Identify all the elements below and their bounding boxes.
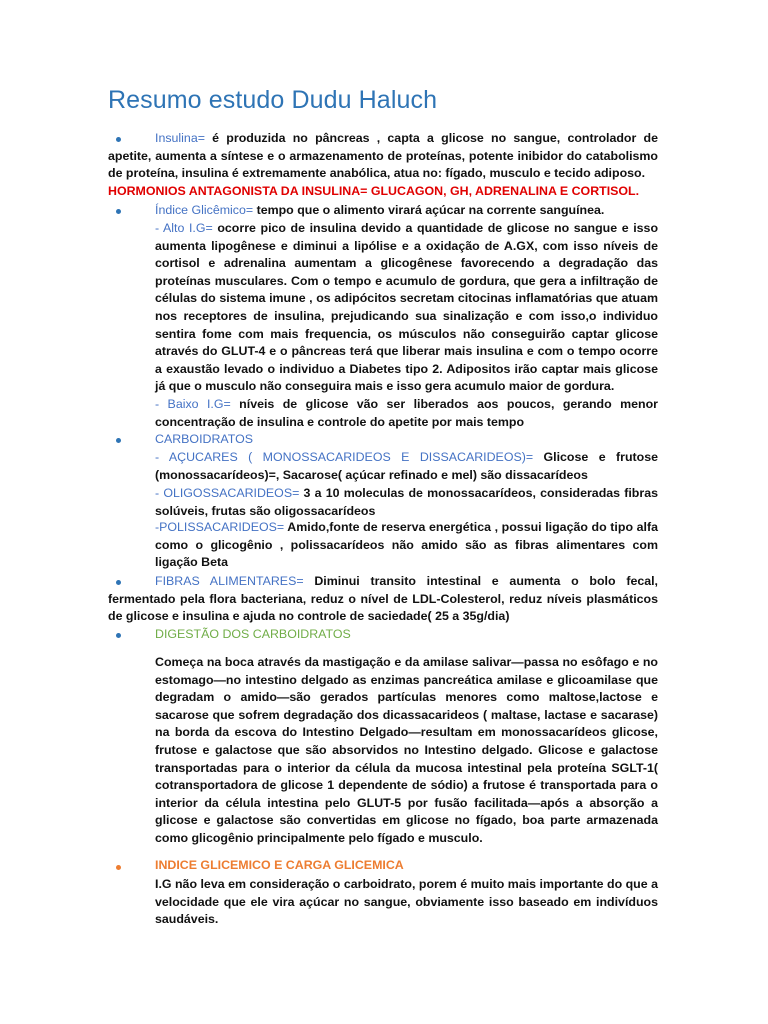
insulina-label: Insulina= [155, 131, 205, 145]
fibras-label: FIBRAS ALIMENTARES= [155, 574, 304, 588]
oligo-text: 3 a 10 moleculas de monossacarídeos, consideradas fibras solúveis, frutas são oligossacarídeos [155, 486, 658, 518]
ig-alto-text: ocorre pico de insulina devido a quantidade de glicose no sangue e isso aumenta lipogênese e diminui a lipólise e a oxidação de A.GX, com isso níveis de cortisol e adrenalina aumentam a glicogênese favorecendo a degradação das proteínas musculares. Com o tempo e acumulo de gordura, que gera a infiltração de células do sistema imune , os adipócitos secretam citocinas inflamatórias que atuam nos receptores de insulina, prejudicando sua sinalização e com isso,o individuo sentira fome com mais frequencia, os músculos não conseguirão captar glicose através do GLUT-4 e o pâncreas terá que liberar mais insulina e com o tempo ocorre a exaustão levado o individuo a Diabetes tipo 2. Adipositos irão captar mais glicose já que o musculo não conseguira mais e isso gera acumulo maior de gordura. [155, 221, 659, 394]
indice-carga-heading [155, 857, 658, 875]
oligo-paragraph [155, 485, 658, 520]
digestao-label: DIGESTÃO DOS CARBOIDRATOS [155, 627, 351, 641]
insulina-text: é produzida no pâncreas , capta a glicose no sangue, controlador de apetite, aumenta a síntese e o armazenamento de proteínas, potente inibidor do catabolismo de proteína, insulina é extremamente anabólica, atua no: fígado, musculo e tecido adiposo. [108, 131, 658, 181]
bullet-icon [116, 633, 121, 638]
digestao-text: Começa na boca através da mastigação e da amilase salivar—passa no esôfago e no estomago—no intestino delgado as enzimas pancreática amilase e glicoamilase que degradam o amido—são gerados partículas menores como maltose,lactose e sacarose que sofrem degradação dos dicassacarideos ( maltase, lactase e sacarase) na borda da escova do Intestino Delgado—resultam em monossacarídeos glicose, frutose e galactose que são absorvidos no Intestino delgado. Glicose e galactose transportadas para o interior da célula da mucosa intestinal pela proteína SGLT-1( cotransportadora de glicose 1 dependente de sódio) a frutose é transportada para o interior da célula intestina pelo GLUT-5 por fusão facilitada—após a absorção a glicose e galactose são convertidas em glicose no fígado, boa parte armazenada como glicogênio principalmente pelo fígado e musculo. [155, 655, 658, 845]
acucares-text: Glicose e frutose (monossacarídeos)=, Sacarose( açúcar refinado e mel) são dissacarídeos [155, 450, 658, 482]
carboidratos-heading [155, 431, 658, 449]
indice-carga-paragraph [155, 876, 658, 929]
acucares-paragraph [155, 449, 658, 484]
poli-label: -POLISSACARIDEOS= [155, 520, 285, 534]
digestao-heading [155, 626, 658, 644]
ig-text: tempo que o alimento virará açúcar na corrente sanguínea. [253, 203, 605, 217]
ig-alto-label: - Alto I.G= [155, 221, 213, 235]
insulina-paragraph [108, 130, 658, 200]
page-title: Resumo estudo Dudu Haluch [108, 86, 438, 114]
indice-carga-label: INDICE GLICEMICO E CARGA GLICEMICA [155, 858, 404, 872]
bullet-icon [116, 865, 121, 870]
ig-baixo-label: - Baixo I.G= [155, 397, 231, 411]
bullet-icon [116, 438, 121, 443]
bullet-icon [116, 209, 121, 214]
indice-carga-text: I.G não leva em consideração o carboidrato, porem é muito mais importante do que a velocidade que ele vira açúcar no sangue, obviamente isso baseado em indivíduos saudáveis. [155, 877, 658, 927]
ig-alto-paragraph [155, 220, 658, 396]
poli-paragraph [155, 519, 658, 572]
acucares-label: - AÇUCARES ( MONOSSACARIDEOS E DISSACARIDEOS)= [155, 450, 534, 464]
digestao-paragraph [155, 654, 658, 848]
oligo-label: - OLIGOSSACARIDEOS= [155, 486, 300, 500]
fibras-paragraph [108, 573, 658, 626]
ig-baixo-paragraph [155, 396, 658, 431]
fibras-text: Diminui transito intestinal e aumenta o bolo fecal, fermentado pela flora bacteriana, reduz o nível de LDL-Colesterol, reduz níveis plasmáticos de glicose e insulina e ajuda no controle de saciedade( 25 a 35g/dia) [108, 574, 658, 624]
insulina-antagonistas: HORMONIOS ANTAGONISTA DA INSULINA= GLUCAGON, GH, ADRENALINA E CORTISOL. [108, 183, 640, 198]
poli-text: Amido,fonte de reserva energética , possui ligação do tipo alfa como o glicogênio , polissacarídeos não amido são as fibras alimentares com ligação Beta [155, 520, 658, 570]
ig-paragraph [155, 202, 658, 220]
ig-label: Índice Glicêmico= [155, 203, 254, 217]
ig-baixo-text: níveis de glicose vão ser liberados aos poucos, gerando menor concentração de insulina e controle do apetite por mais tempo [155, 397, 658, 429]
carboidratos-label: CARBOIDRATOS [155, 432, 253, 446]
